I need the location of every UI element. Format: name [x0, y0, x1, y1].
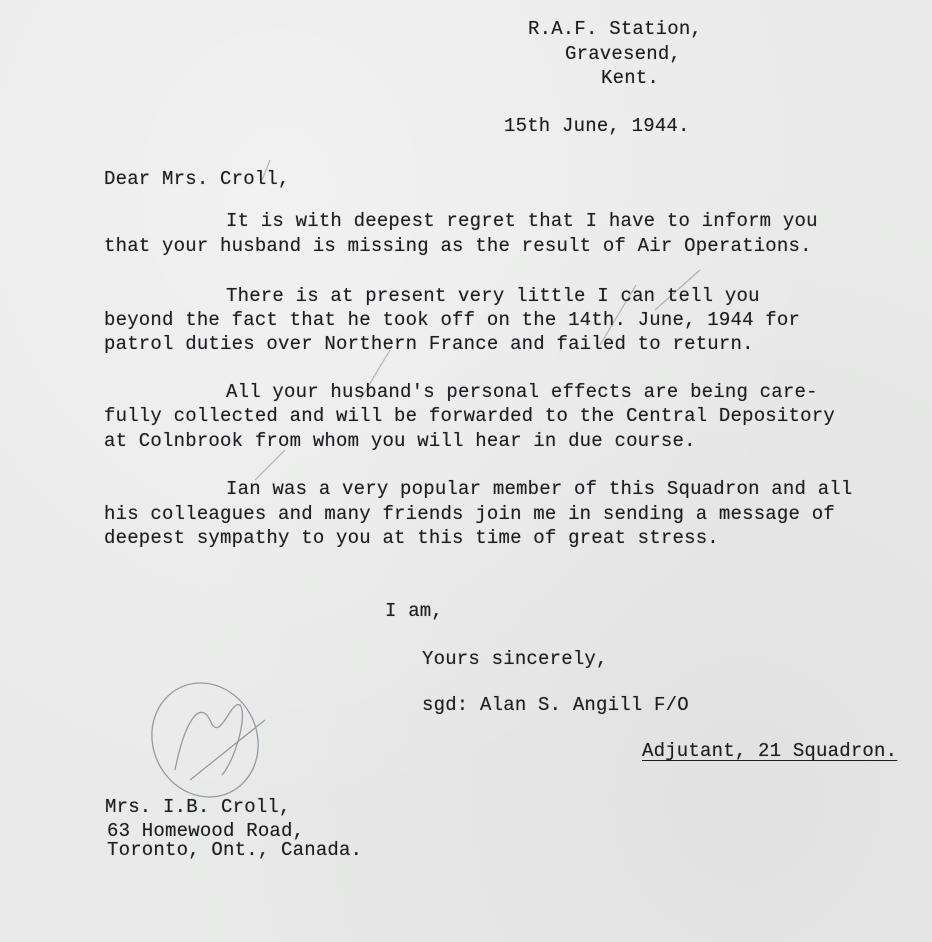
- signatory-title: Adjutant, 21 Squadron.: [642, 740, 898, 762]
- paragraph-3-line-2: fully collected and will be forwarded to the Central Depository: [104, 405, 835, 427]
- salutation: Dear Mrs. Croll,: [104, 168, 290, 190]
- paragraph-3-line-3: at Colnbrook from whom you will hear in due course.: [104, 430, 696, 452]
- paragraph-2-line-1: There is at present very little I can tell you: [226, 285, 760, 307]
- sender-address-line2: Gravesend,: [565, 43, 682, 65]
- paragraph-2-line-3: patrol duties over Northern France and failed to return.: [104, 333, 754, 355]
- paragraph-1-line-1: It is with deepest regret that I have to inform you: [226, 210, 818, 232]
- recipient-line2: 63 Homewood Road,: [107, 820, 305, 842]
- recipient-line1: Mrs. I.B. Croll,: [105, 796, 291, 818]
- paragraph-1-line-2: that your husband is missing as the result of Air Operations.: [104, 235, 812, 257]
- letter-date: 15th June, 1944.: [504, 115, 690, 137]
- closing-i-am: I am,: [385, 600, 444, 622]
- signature-line: sgd: Alan S. Angill F/O: [422, 694, 689, 716]
- paragraph-4-line-2: his colleagues and many friends join me in sending a message of: [104, 503, 835, 525]
- sender-address-line3: Kent.: [601, 67, 660, 89]
- stamp-scribble: [133, 665, 276, 814]
- paragraph-2-line-2: beyond the fact that he took off on the 14th. June, 1944 for: [104, 309, 801, 331]
- paragraph-4-line-1: Ian was a very popular member of this Squadron and all: [226, 478, 853, 500]
- recipient-line3: Toronto, Ont., Canada.: [107, 839, 363, 861]
- sender-address-line1: R.A.F. Station,: [528, 18, 703, 40]
- paragraph-3-line-1: All your husband's personal effects are being care-: [226, 381, 818, 403]
- paragraph-4-line-3: deepest sympathy to you at this time of great stress.: [104, 527, 719, 549]
- closing-yours-sincerely: Yours sincerely,: [422, 648, 608, 670]
